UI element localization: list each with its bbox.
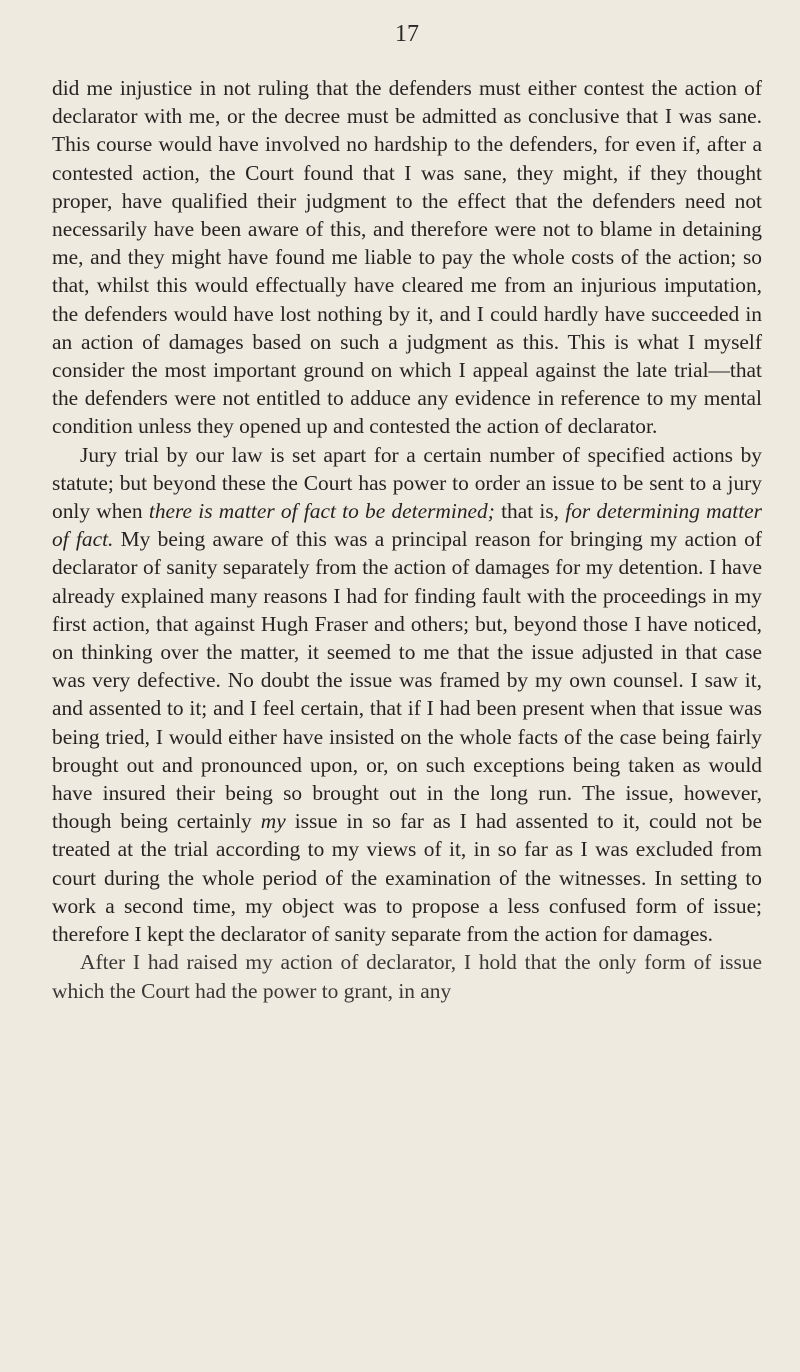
paragraph-3-text: After I had raised my action of declarator, I hold that the only form of issue which the Court had the power to grant, in any [52, 950, 762, 1003]
paragraph-2-text-c: My being aware of this was a principal reason for bringing my action of declarator of sanity separately from the action of damages for my detention. I have already explained many reasons I had for finding fault with the proceedings in my first action, that against Hugh Fraser and others; but, beyond those I have noticed, on thinking over the matter, it seemed to me that the issue adjusted in that case was very defective. No doubt the issue was framed by my own counsel. I saw it, and assented to it; and I feel certain, that if I had been present when that issue was being tried, I would either have insisted on the whole facts of the case being fairly brought out and pronounced upon, or, on such exceptions being taken as would have insured their being so brought out in the long run. The issue, however, though being certainly [52, 527, 762, 834]
paragraph-2-italic-phrase-1: there is matter of fact to be determined; [148, 499, 495, 524]
paragraph-2-italic-phrase-2: for determining matter of fact. [52, 499, 762, 552]
paragraph-2-text-d: issue in so far as I had assented to it, could not be treated at the trial according to my views of it, in so far as I was excluded from court during the whole period of the examination of the witnesses. In setting to work a second time, my object was to propose a less confused form of issue; therefore I kept the declarator of sanity separate from the action for damages. [52, 809, 762, 947]
paragraph-2-italic-word-my: my [260, 809, 286, 834]
paragraph-1-text: did me injustice in not ruling that the defenders must either contest the action of declarator with me, or the decree must be admitted as conclusive that I was sane. This course would have involved no hardship to the defenders, for even if, after a contested action, the Court found that I was sane, they might, if they thought proper, have qualified their judgment to the effect that the defenders need not necessarily have been aware of this, and therefore were not to blame in detaining me, and they might have found me liable to pay the whole costs of the action; so that, whilst this would effectually have cleared me from an injurious imputation, the defenders would have lost nothing by it, and I could hardly have succeeded in an action of damages based on such a judgment as this. This is what I myself consider the most important ground on which I appeal against the late trial—that the defenders were not entitled to adduce any evidence in reference to my mental condition unless they opened up and contested the action of declarator. [52, 76, 762, 439]
page-number: 17 [395, 21, 419, 47]
paragraph-2 [52, 441, 762, 949]
paragraph-1 [52, 74, 762, 441]
paragraph-3 [52, 948, 762, 1004]
paragraph-2-text-a: Jury trial by our law is set apart for a certain number of specified actions by statute; but beyond these the Court has power to order an issue to be sent to a jury only when [52, 442, 762, 524]
paragraph-2-text-b: that is, [494, 499, 566, 524]
